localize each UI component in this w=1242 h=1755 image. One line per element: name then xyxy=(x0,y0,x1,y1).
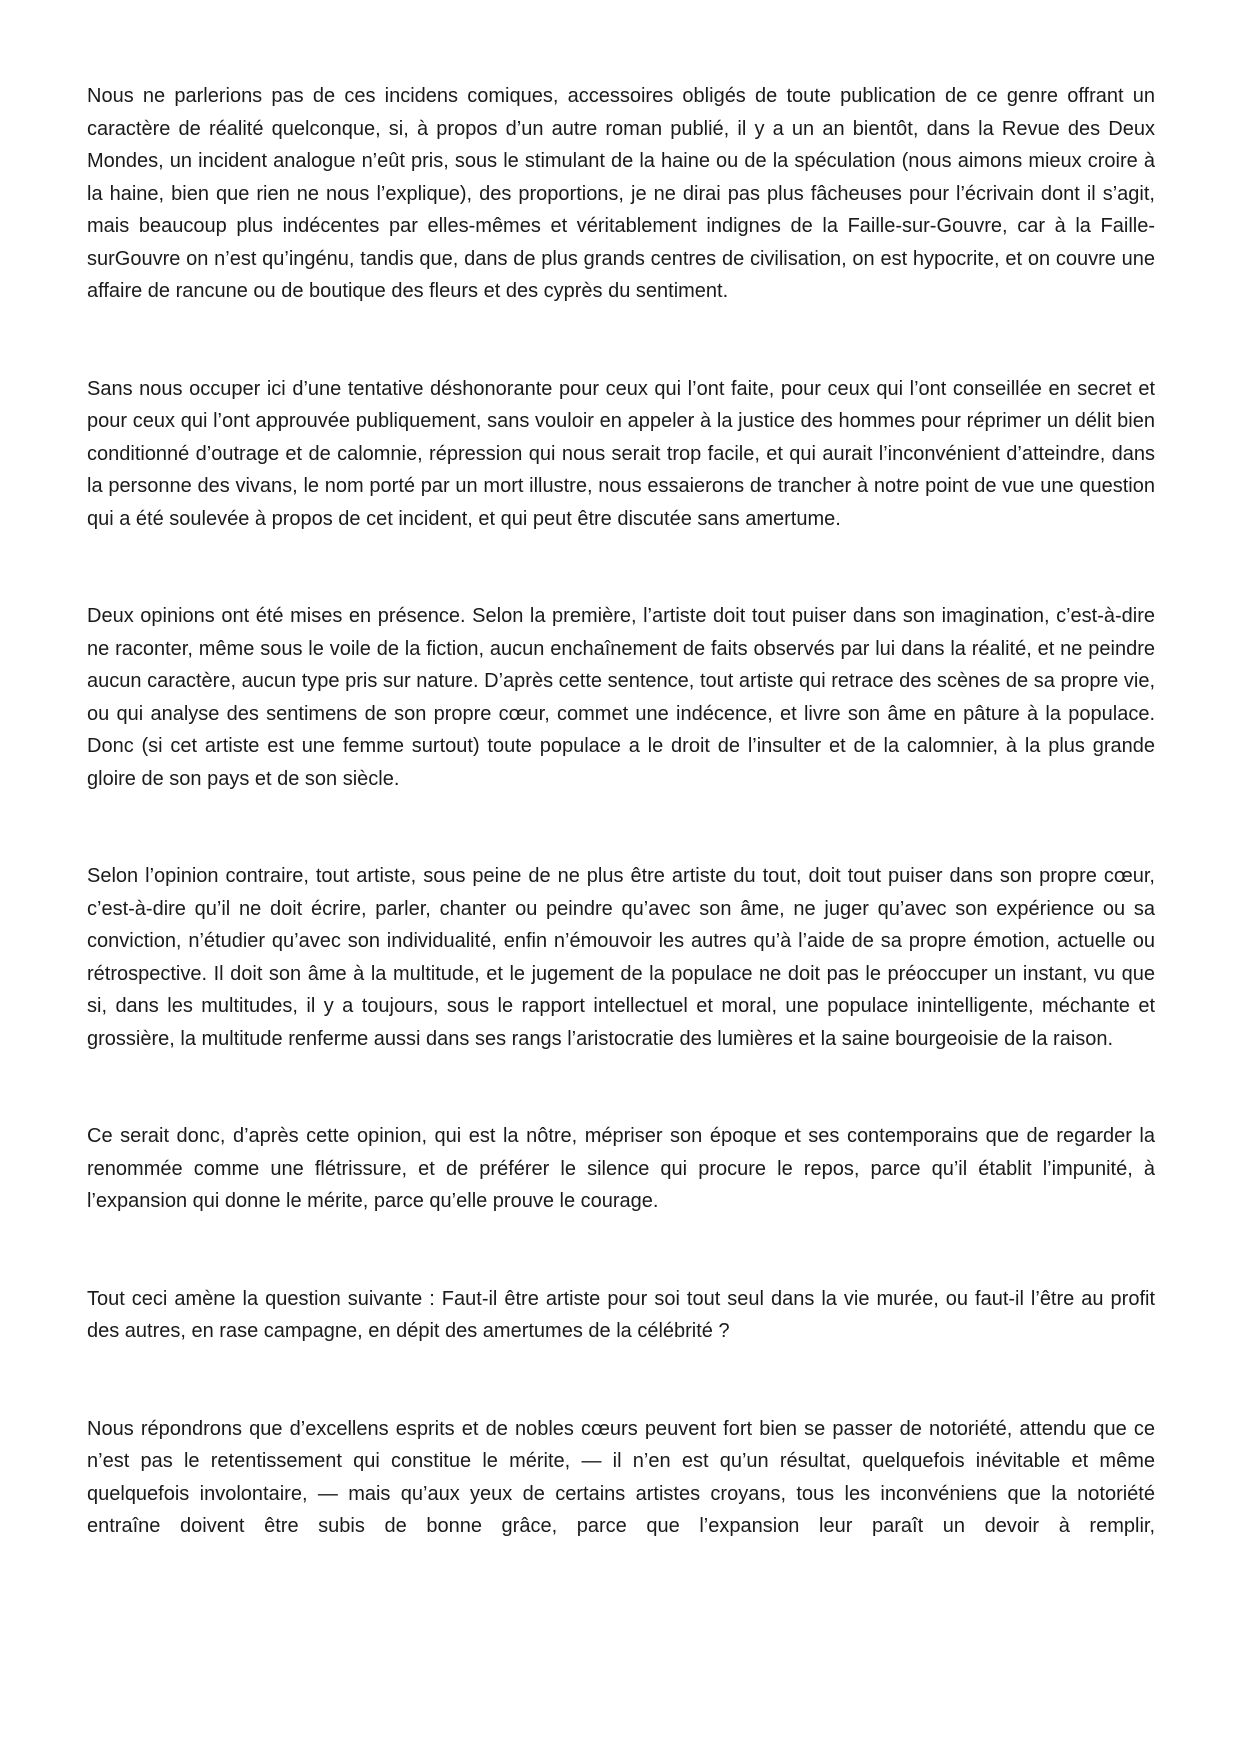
paragraph: Sans nous occuper ici d’une tentative déshonorante pour ceux qui l’ont faite, pour ceux qui l’ont conseillée en secret et pour ceux qui l’ont approuvée publiquement, sans vouloir en appeler à la justice des hommes pour réprimer un délit bien conditionné d’outrage et de calomnie, répression qui nous serait trop facile, et qui aurait l’inconvénient d’atteindre, dans la personne des vivans, le nom porté par un mort illustre, nous essaierons de trancher à notre point de vue une question qui a été soulevée à propos de cet incident, et qui peut être discutée sans amertume. xyxy=(87,377,1155,530)
paragraph: Deux opinions ont été mises en présence. Selon la première, l’artiste doit tout puiser dans son imagination, c’est-à-dire ne raconter, même sous le voile de la fiction, aucun enchaînement de faits observés par lui dans la réalité, et ne peindre aucun caractère, aucun type pris sur nature. D’après cette sentence, tout artiste qui retrace des scènes de sa propre vie, ou qui analyse des sentimens de son propre cœur, commet une indécence, et livre son âme en pâture à la populace. Donc (si cet artiste est une femme surtout) toute populace a le droit de l’insulter et de la calomnier, à la plus grande gloire de son pays et de son siècle. xyxy=(87,605,1155,790)
document-page xyxy=(87,80,1155,1543)
paragraph: Ce serait donc, d’après cette opinion, qui est la nôtre, mépriser son époque et ses contemporains que de regarder la renommée comme une flétrissure, et de préférer le silence qui procure le repos, parce qu’il établit l’impunité, à l’expansion qui donne le mérite, parce qu’elle prouve le courage. xyxy=(87,1125,1155,1212)
paragraph: Selon l’opinion contraire, tout artiste, sous peine de ne plus être artiste du tout, doit tout puiser dans son propre cœur, c’est-à-dire qu’il ne doit écrire, parler, chanter ou peindre qu’avec son âme, ne juger qu’avec son expérience ou sa conviction, n’étudier qu’avec son individualité, enfin n’émouvoir les autres qu’à l’aide de sa propre émotion, actuelle ou rétrospective. Il doit son âme à la multitude, et le jugement de la populace ne doit pas le préoccuper un instant, vu que si, dans les multitudes, il y a toujours, sous le rapport intellectuel et moral, une populace inintelligente, méchante et grossière, la multitude renferme aussi dans ses rangs l’aristocratie des lumières et la saine bourgeoisie de la raison. xyxy=(87,865,1155,1050)
paragraph: Nous répondrons que d’excellens esprits et de nobles cœurs peuvent fort bien se passer de notoriété, attendu que ce n’est pas le retentissement qui constitue le mérite, — il n’en est qu’un résultat, quelquefois inévitable et même quelquefois involontaire, — mais qu’aux yeux de certains artistes croyans, tous les inconvéniens que la notoriété entraîne doivent être subis de bonne grâce, parce que l’expansion leur paraît un devoir à remplir, xyxy=(87,1417,1155,1537)
paragraph: Tout ceci amène la question suivante : Faut-il être artiste pour soi tout seul dans la vie murée, ou faut-il l’être au profit des autres, en rase campagne, en dépit des amertumes de la célébrité ? xyxy=(87,1287,1155,1342)
paragraph: Nous ne parlerions pas de ces incidens comiques, accessoires obligés de toute publication de ce genre offrant un caractère de réalité quelconque, si, à propos d’un autre roman publié, il y a un an bientôt, dans la Revue des Deux Mondes, un incident analogue n’eût pris, sous le stimulant de la haine ou de la spéculation (nous aimons mieux croire à la haine, bien que rien ne nous l’explique), des proportions, je ne dirai pas plus fâcheuses pour l’écrivain dont il s’agit, mais beaucoup plus indécentes par elles-mêmes et véritablement indignes de la Faille-sur-Gouvre, car à la Faille-surGouvre on n’est qu’ingénu, tandis que, dans de plus grands centres de civilisation, on est hypocrite, et on couvre une affaire de rancune ou de boutique des fleurs et des cyprès du sentiment. xyxy=(87,85,1155,302)
